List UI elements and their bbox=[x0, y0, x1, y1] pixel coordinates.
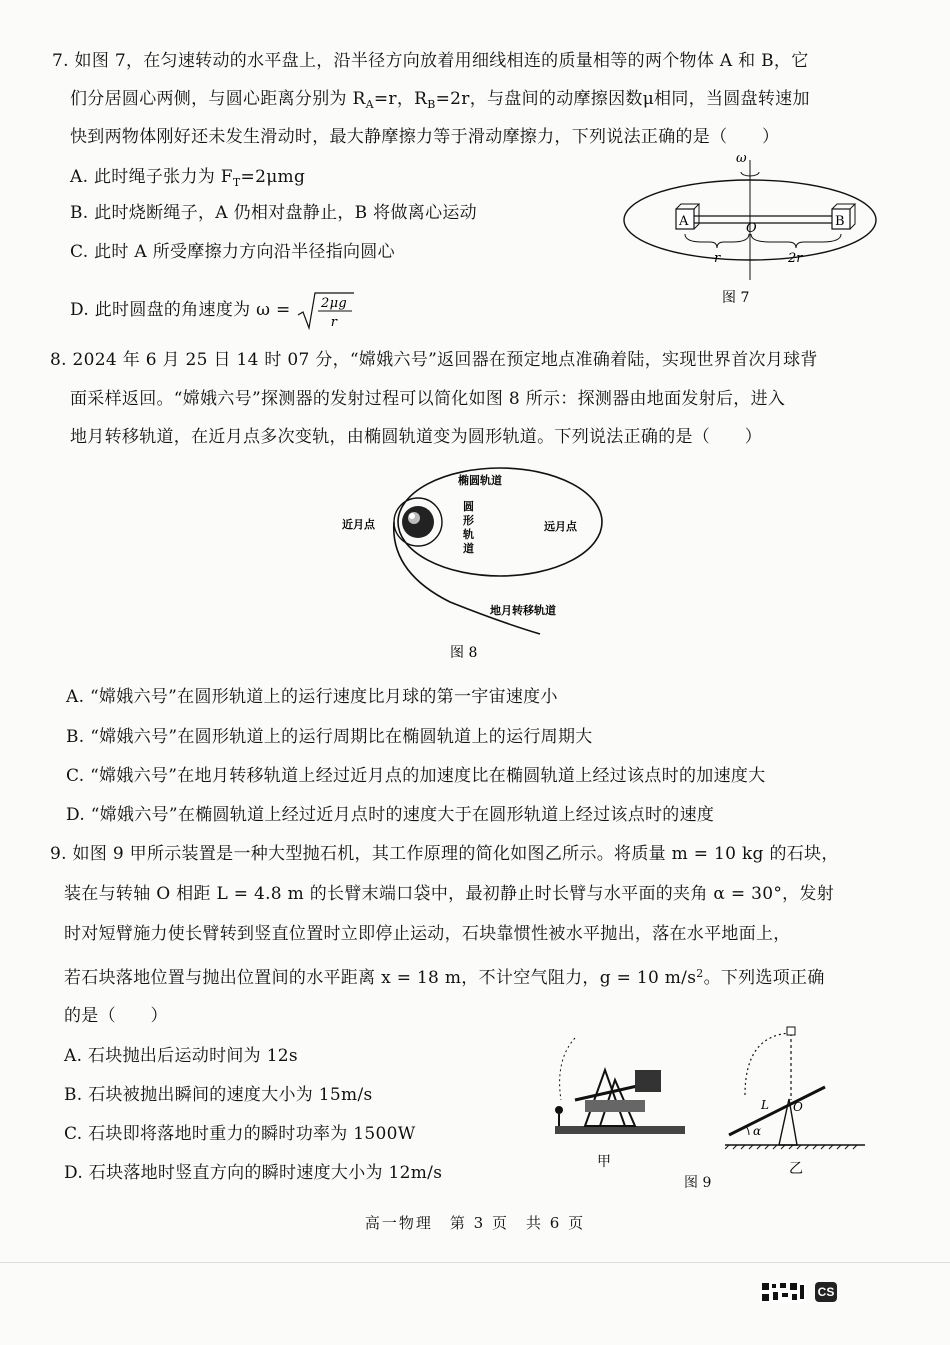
page-footer: 高一物理 第 3 页 共 6 页 bbox=[364, 1214, 586, 1232]
counterweight bbox=[635, 1070, 661, 1092]
q7-stem-line-3: 快到两物体刚好还未发生滑动时，最大静摩擦力等于滑动摩擦力，下列说法正确的是（ ） bbox=[70, 127, 780, 147]
q7-option-c: C. 此时 A 所受摩擦力方向沿半径指向圆心 bbox=[70, 242, 395, 262]
arm-length-label: L bbox=[761, 1098, 769, 1112]
long-arm bbox=[729, 1087, 825, 1135]
q8-option-b: B. “嫦娥六号”在圆形轨道上的运行周期比在椭圆轨道上的运行周期大 bbox=[66, 727, 593, 747]
circular-orbit-label-1: 圆 bbox=[463, 500, 474, 513]
scanner-logo-icon: CS bbox=[815, 1282, 837, 1302]
q9-stem-line-2: 装在与转轴 O 相距 L = 4.8 m 的长臂末端口袋中，最初静止时长臂与水平面的夹角 α = 30°，发射 bbox=[64, 884, 835, 904]
pivot-o-label: O bbox=[793, 1100, 803, 1114]
transfer-orbit-label: 地月转移轨道 bbox=[490, 604, 556, 617]
distance-2r-label: 2r bbox=[788, 251, 803, 266]
figure-7-caption: 图 7 bbox=[722, 290, 750, 306]
elliptical-orbit-label: 椭圆轨道 bbox=[458, 474, 502, 487]
omega-numerator: 2μg bbox=[321, 295, 348, 311]
figure-9-yi-schematic bbox=[715, 1025, 875, 1180]
q7-stem-line-1: 7. 如图 7，在匀速转动的水平盘上，沿半径方向放着用细线相连的质量相等的两个物体 A 和 B，它 bbox=[52, 51, 809, 71]
q9-stem-line-3: 时对短臂施力使长臂转到竖直位置时立即停止运动，石块靠惯性被水平抛出，落在水平地面上， bbox=[64, 924, 791, 944]
figure-9-jia-label: 甲 bbox=[597, 1154, 611, 1170]
q8-option-a: A. “嫦娥六号”在圆形轨道上的运行速度比月球的第一宇宙速度小 bbox=[66, 687, 558, 707]
apolune-label: 远月点 bbox=[544, 520, 577, 533]
distance-r-label: r bbox=[714, 251, 721, 266]
q8-stem-line-1: 8. 2024 年 6 月 25 日 14 时 07 分，“嫦娥六号”返回器在预定地点准确着陆，实现世界首次月球背 bbox=[50, 350, 818, 370]
divider bbox=[0, 1262, 950, 1263]
omega-denominator: r bbox=[331, 314, 338, 330]
circular-orbit-label-2: 形 bbox=[463, 514, 474, 527]
q9-option-b: B. 石块被抛出瞬间的速度大小为 15m/s bbox=[64, 1085, 373, 1105]
swing-arc bbox=[745, 1033, 791, 1095]
figure-7-disk-diagram bbox=[610, 150, 900, 310]
sqrt-expression bbox=[296, 290, 356, 331]
q8-stem-line-2: 面采样返回。“嫦娥六号”探测器的发射过程可以简化如图 8 所示：探测器由地面发射后，进入 bbox=[70, 389, 786, 409]
alpha-label: α bbox=[753, 1124, 762, 1138]
operator-figure bbox=[555, 1106, 563, 1114]
q7-option-a: A. 此时绳子张力为 $F_T=2\mu mg$ bbox=[70, 167, 306, 189]
center-o-label: O bbox=[746, 221, 757, 236]
q8-option-d: D. “嫦娥六号”在椭圆轨道上经过近月点时的速度大于在圆形轨道上经过该点时的速度 bbox=[66, 805, 715, 825]
figure-8-orbit-diagram bbox=[330, 462, 610, 662]
perilune-label: 近月点 bbox=[342, 518, 375, 531]
figure-9-yi-label: 乙 bbox=[789, 1161, 803, 1177]
q9-option-c: C. 石块即将落地时重力的瞬时功率为 1500W bbox=[64, 1124, 416, 1144]
omega-label: ω bbox=[736, 151, 747, 166]
figure-8-caption: 图 8 bbox=[450, 645, 478, 661]
figure-9-caption: 图 9 bbox=[684, 1175, 712, 1191]
figure-9-jia-trebuchet bbox=[545, 1030, 695, 1180]
q9-stem-line-5: 的是（ ） bbox=[64, 1006, 168, 1026]
q9-stem-line-1: 9. 如图 9 甲所示装置是一种大型抛石机，其工作原理的简化如图乙所示。将质量 m = 10 kg 的石块， bbox=[50, 844, 839, 864]
block-b-label: B bbox=[835, 214, 845, 229]
brace-r bbox=[685, 234, 749, 248]
q7-option-d: D. 此时圆盘的角速度为 ω = 2μg r bbox=[70, 290, 356, 330]
qr-code-icon bbox=[760, 1281, 806, 1303]
ground bbox=[555, 1126, 685, 1134]
block-a-label: A bbox=[679, 214, 689, 229]
q9-option-a: A. 石块抛出后运动时间为 12s bbox=[64, 1046, 298, 1066]
q8-stem-line-3: 地月转移轨道，在近月点多次变轨，由椭圆轨道变为圆形轨道。下列说法正确的是（ ） bbox=[70, 427, 762, 447]
q7-option-b: B. 此时烧断绳子，A 仍相对盘静止，B 将做离心运动 bbox=[70, 203, 477, 223]
brace-2r bbox=[751, 234, 841, 248]
projectile-path bbox=[560, 1038, 575, 1100]
q8-option-c: C. “嫦娥六号”在地月转移轨道上经过近月点的加速度比在椭圆轨道上经过该点时的加速度大 bbox=[66, 766, 766, 786]
q7-stem-line-2: 们分居圆心两侧，与圆心距离分别为 $R_A=r$，$R_B=2r$，与盘间的动摩擦因数μ相同，当圆盘转速加 bbox=[70, 89, 810, 111]
q9-option-d: D. 石块落地时竖直方向的瞬时速度大小为 12m/s bbox=[64, 1163, 443, 1183]
q9-stem-line-4: 若石块落地位置与抛出位置间的水平距离 x = 18 m，不计空气阻力，g = 10 $m/s^2$。下列选项正确 bbox=[64, 967, 825, 988]
circular-orbit-label-3: 轨 bbox=[463, 528, 474, 541]
circular-orbit-label-4: 道 bbox=[463, 542, 474, 555]
